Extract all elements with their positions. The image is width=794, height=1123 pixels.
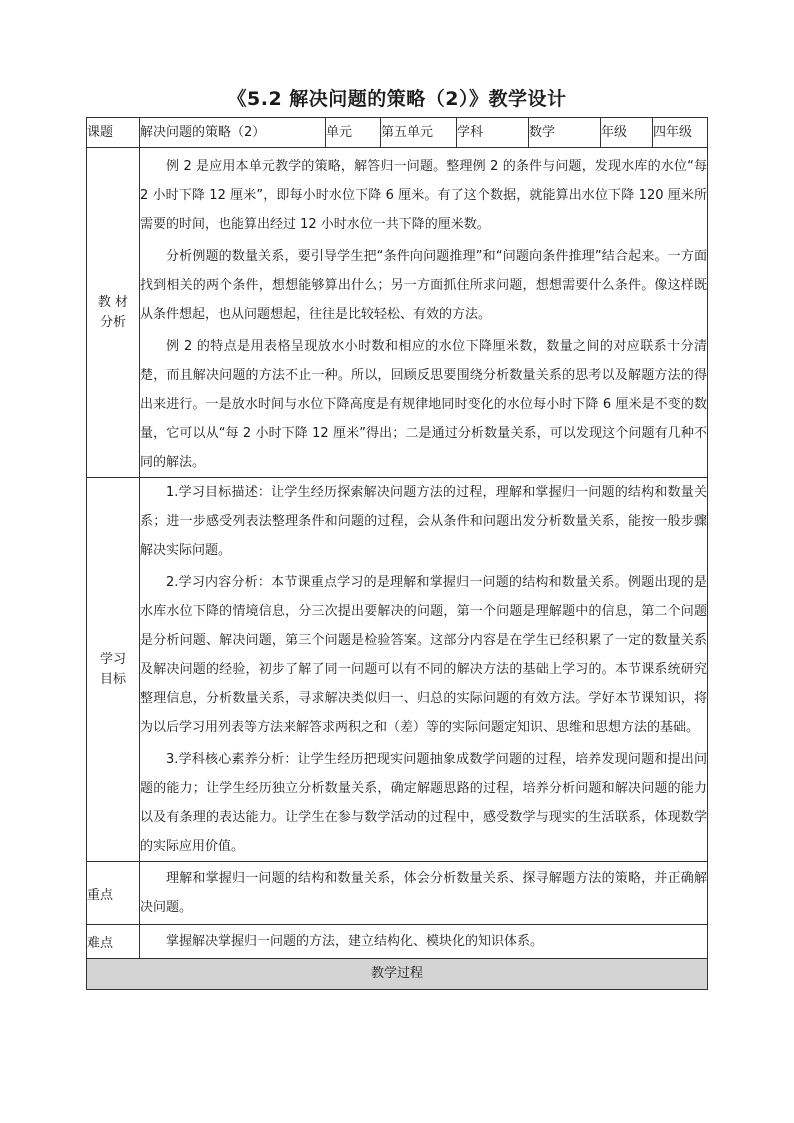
paragraph: 1.学习目标描述：让学生经历探索解决问题方法的过程，理解和掌握归一问题的结构和数量关系；进一步感受列表法整理条件和问题的过程，会从条件和问题出发分析数量关系，能按一般步骤解决实际问题。 <box>140 485 707 558</box>
paragraph: 2.学习内容分析：本节课重点学习的是理解和掌握归一问题的结构和数量关系。例题出现的是水库水位下降的情境信息，分三次提出要解决的问题，第一个问题是理解题中的信息，第二个问题是分析问题、解决问题，第三个问题是检验答案。这部分内容是在学生已经积累了一定的数量关系及解决问题的经验，初步了解了同一问题可以有不同的解决方法的基础上学习的。本节课系统研究整理信息，分析数量关系，寻求解决类似归一、归总的实际问题的有效方法。学好本节课知识，将为以后学习用列表等方法来解答求两积之和（差）等的实际问题定知识、思维和思想方法的基础。 <box>140 575 707 735</box>
key-points-row <box>87 862 708 925</box>
document-title: 《5.2 解决问题的策略（2）》教学设计 <box>227 88 567 110</box>
difficulties-content <box>140 925 708 959</box>
topic-value: 解决问题的策略（2） <box>140 118 326 148</box>
paragraph: 例 2 的特点是用表格呈现放水小时数和相应的水位下降厘米数，数量之间的对应联系十分清楚，而且解决问题的方法不止一种。所以，回顾反思要围绕分析数量关系的思考以及解题方法的得出来进行。一是放水时间与水位下降高度是有规律地同时变化的水位每小时下降 6 厘米是不变的数量，它可以从“每 2 小时下降 12 厘米”得出；二是通过分析数量关系，可以发现这个问题有几种不同的解法。 <box>140 339 707 470</box>
grade-value: 四年级 <box>653 118 708 148</box>
difficulties-row <box>87 925 708 959</box>
paragraph: 理解和掌握归一问题的结构和数量关系，体会分析数量关系、探寻解题方法的策略，并正确解决问题。 <box>140 871 707 915</box>
learning-goals-label: 学习 目标 <box>87 478 140 862</box>
difficulties-label: 难点 <box>87 925 140 959</box>
process-label: 教学过程 <box>87 959 708 990</box>
header-row <box>87 118 708 148</box>
grade-label: 年级 <box>601 118 653 148</box>
paragraph: 3.学科核心素养分析：让学生经历把现实问题抽象成数学问题的过程，培养发现问题和提出问题的能力；让学生经历独立分析数量关系，确定解题思路的过程，培养分析问题和解决问题的能力以及有条理的表达能力。让学生在参与数学活动的过程中，感受数学与现实的生活联系，体现数学的实际应用价值。 <box>140 752 707 854</box>
learning-goals-row <box>87 478 708 862</box>
unit-value: 第五单元 <box>381 118 457 148</box>
lesson-plan-table <box>86 117 708 990</box>
topic-label: 课题 <box>87 118 140 148</box>
paragraph: 例 2 是应用本单元教学的策略，解答归一问题。整理例 2 的条件与问题，发现水库的水位“每 2 小时下降 12 厘米”，即每小时水位下降 6 厘米。有了这个数据，就能算出水位下降 120 厘米所需要的时间，也能算出经过 12 小时水位一共下降的厘米数。 <box>140 159 707 232</box>
key-points-label: 重点 <box>87 862 140 925</box>
key-points-content <box>140 862 708 925</box>
paragraph: 分析例题的数量关系，要引导学生把“条件向问题推理”和“问题向条件推理”结合起来。一方面找到相关的两个条件，想想能够算出什么；另一方面抓住所求问题，想想需要什么条件。像这样既从条件想起，也从问题想起，往往是比较轻松、有效的方法。 <box>140 249 707 322</box>
paragraph: 掌握解决掌握归一问题的方法，建立结构化、模块化的知识体系。 <box>166 934 544 949</box>
process-row <box>87 959 708 990</box>
subject-label: 学科 <box>457 118 529 148</box>
textbook-analysis-row <box>87 148 708 478</box>
unit-label: 单元 <box>326 118 381 148</box>
subject-value: 数学 <box>529 118 601 148</box>
textbook-analysis-label: 教 材 分析 <box>87 148 140 478</box>
learning-goals-content <box>140 478 708 862</box>
textbook-analysis-content <box>140 148 708 478</box>
